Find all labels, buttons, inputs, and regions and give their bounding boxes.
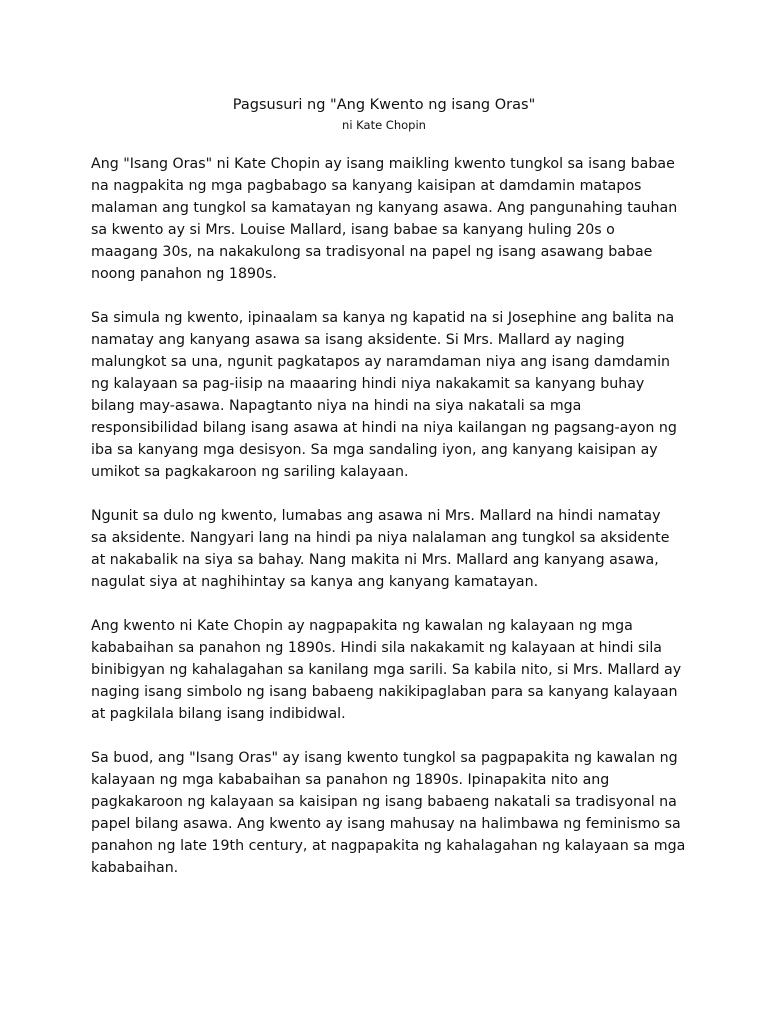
text-line: sa kwento ay si Mrs. Louise Mallard, isang babae sa kanyang huling 20s o: [91, 222, 615, 238]
text-line: binibigyan ng kahalagahan sa kanilang mga sarili. Sa kabila nito, si Mrs. Mallard ay: [91, 662, 682, 678]
text-line: noong panahon ng 1890s.: [91, 266, 277, 282]
paragraph-3: [91, 505, 691, 593]
text-line: malungkot sa una, ngunit pagkatapos ay naramdaman niya ang isang damdamin: [91, 354, 670, 370]
text-line: umikot sa pagkakaroon ng sariling kalayaan.: [91, 464, 409, 480]
text-line: maagang 30s, na nakakulong sa tradisyonal na papel ng isang asawang babae: [91, 244, 653, 260]
text-line: Ngunit sa dulo ng kwento, lumabas ang asawa ni Mrs. Mallard na hindi namatay: [91, 508, 661, 524]
text-line: at nakabalik na siya sa bahay. Nang makita ni Mrs. Mallard ang kanyang asawa,: [91, 552, 659, 568]
text-line: kababaihan sa panahon ng 1890s. Hindi sila nakakamit ng kalayaan at hindi sila: [91, 640, 662, 656]
text-line: panahon ng late 19th century, at nagpapakita ng kahalagahan ng kalayaan sa mga: [91, 838, 686, 854]
text-line: na nagpakita ng mga pagbabago sa kanyang kaisipan at damdamin matapos: [91, 178, 642, 194]
paragraph-5: [91, 747, 691, 879]
text-line: malaman ang tungkol sa kamatayan ng kanyang asawa. Ang pangunahing tauhan: [91, 200, 678, 216]
text-line: iba sa kanyang mga desisyon. Sa mga sandaling iyon, ang kanyang kaisipan ay: [91, 442, 658, 458]
text-line: at pagkilala bilang isang indibidwal.: [91, 706, 346, 722]
paragraph-4: [91, 615, 691, 725]
document-title: Pagsusuri ng "Ang Kwento ng isang Oras": [232, 97, 536, 113]
text-line: namatay ang kanyang asawa sa isang aksidente. Si Mrs. Mallard ay naging: [91, 332, 625, 348]
text-line: pagkakaroon ng kalayaan sa kaisipan ng isang babaeng nakatali sa tradisyonal na: [91, 794, 677, 810]
paragraph-1: [91, 153, 691, 285]
paragraph-2: [91, 307, 691, 483]
text-line: kalayaan ng mga kababaihan sa panahon ng 1890s. Ipinapakita nito ang: [91, 772, 610, 788]
text-line: responsibilidad bilang isang asawa at hindi na niya kailangan ng pagsang-ayon ng: [91, 420, 677, 436]
text-line: Ang kwento ni Kate Chopin ay nagpapakita ng kawalan ng kalayaan ng mga: [91, 618, 633, 634]
text-line: ng kalayaan sa pag-iisip na maaaring hindi niya nakakamit sa kanyang buhay: [91, 376, 645, 392]
text-line: naging isang simbolo ng isang babaeng nakikipaglaban para sa kanyang kalayaan: [91, 684, 678, 700]
text-line: papel bilang asawa. Ang kwento ay isang mahusay na halimbawa ng feminismo sa: [91, 816, 681, 832]
document-body: [91, 153, 691, 901]
text-line: Sa buod, ang "Isang Oras" ay isang kwento tungkol sa pagpapakita ng kawalan ng: [91, 750, 678, 766]
text-line: Ang "Isang Oras" ni Kate Chopin ay isang maikling kwento tungkol sa isang babae: [91, 156, 675, 172]
text-line: Sa simula ng kwento, ipinaalam sa kanya ng kapatid na si Josephine ang balita na: [91, 310, 675, 326]
text-line: kababaihan.: [91, 860, 179, 876]
document-byline: ni Kate Chopin: [342, 118, 426, 132]
text-line: bilang may-asawa. Napagtanto niya na hindi na siya nakatali sa mga: [91, 398, 582, 414]
text-line: sa aksidente. Nangyari lang na hindi pa niya nalalaman ang tungkol sa aksidente: [91, 530, 670, 546]
text-line: nagulat siya at naghihintay sa kanya ang kanyang kamatayan.: [91, 574, 539, 590]
